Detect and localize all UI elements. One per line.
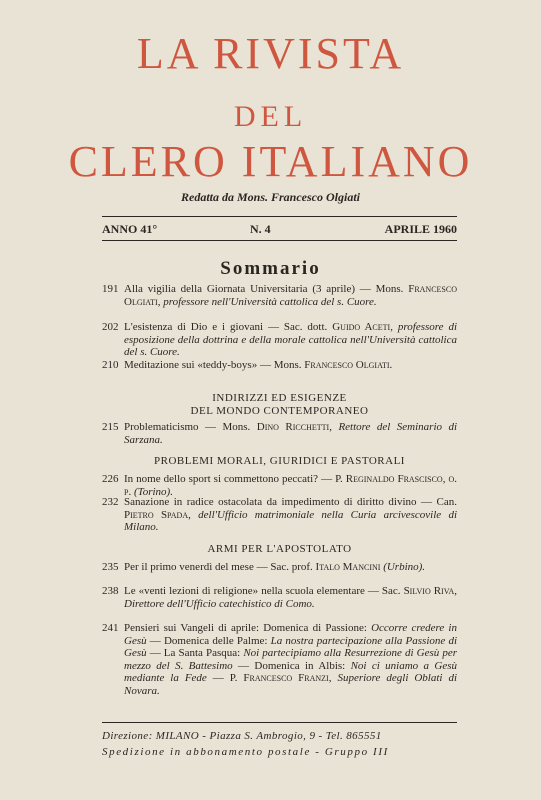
entry-number: 232 [102,496,119,508]
entry-number: 238 [102,585,119,597]
entry-text: Alla vigilia della Giornata Universitaria (3 aprile) — Mons. Francesco Olgiati, professore nell'Università cattolica del s. Cuore. [124,283,457,308]
section-heading-1b: DEL MONDO CONTEMPORANEO [190,405,369,417]
footer-postal: Spedizione in abbonamento postale - Gruppo III [102,746,389,758]
entry [102,421,457,446]
editor-line: Redatta da Mons. Francesco Olgiati [180,190,360,204]
entry-text: L'esistenza di Dio e i giovani — Sac. dott. Guido Aceti, professore di esposizione della dottrina e della morale cattolica nell'Università cattolica del s. Cuore. [124,321,458,358]
entry-text: In nome dello sport si commettono peccati? — P. Reginaldo Frascisco, o. p. (Torino). [124,473,457,498]
entry-text: Sanazione in radice ostacolata da impedimento di diritto divino — Can. Pietro Spada, dell'Ufficio matrimoniale nella Curia arcivescovile di Milano. [124,496,458,533]
masthead-line-2: DEL [233,100,308,133]
entry-number: 210 [102,359,119,371]
section-heading-2: PROBLEMI MORALI, GIURIDICI E PASTORALI [154,455,405,467]
entry-number: 241 [102,622,119,634]
masthead-line-3: CLERO ITALIANO [68,137,473,186]
issue-year: ANNO 41° [102,222,158,236]
entry [102,585,457,610]
section-heading-3: ARMI PER L'APOSTOLATO [207,543,352,555]
rule-bottom [102,240,457,241]
rule-top [102,216,457,217]
entry-text: Le «venti lezioni di religione» nella scuola elementare — Sac. Silvio Riva, Direttore dell'Ufficio catechistico di Como. [124,585,457,610]
entry-text: Problematicismo — Mons. Dino Ricchetti, Rettore del Seminario di Sarzana. [124,421,458,446]
entry-number: 215 [102,421,119,433]
entry [102,622,457,697]
section-heading-1a: INDIRIZZI ED ESIGENZE [212,392,347,404]
rule-footer [102,722,457,723]
entry-text: Meditazione sui «teddy-boys» — Mons. Francesco Olgiati. [124,359,393,371]
issue-number: N. 4 [250,222,271,236]
entry [102,283,457,308]
entry [102,321,457,359]
entry-number: 226 [102,473,119,485]
entry [102,561,457,574]
entry-text: Pensieri sui Vangeli di aprile: Domenica di Passione: Occorre credere in Gesù — Domenica delle Palme: La nostra partecipazione alla Passione di Gesù — La Santa Pasqua: Noi partecipiamo alla Resurrezione di Gesù per mezzo del S. Battesimo — Domenica in Albis: Noi ci uniamo a Gesù mediante la Fede — P. Francesco Franzi, Superiore degli Oblati di Novara. [124,622,458,697]
section-heading-1 [102,392,457,418]
entry-text: Per il primo venerdì del mese — Sac. prof. Italo Mancini (Urbino). [124,561,426,573]
summary-title: Sommario [220,258,321,279]
entry [102,473,457,498]
entry-number: 235 [102,561,119,573]
entry-number: 191 [102,283,119,295]
issue-date: APRILE 1960 [384,222,457,236]
entry [102,359,457,372]
entry [102,496,457,534]
masthead-line-1: LA RIVISTA [136,29,405,78]
footer-address: Direzione: MILANO - Piazza S. Ambrogio, 9 - Tel. 865551 [102,730,382,742]
entry-number: 202 [102,321,119,333]
